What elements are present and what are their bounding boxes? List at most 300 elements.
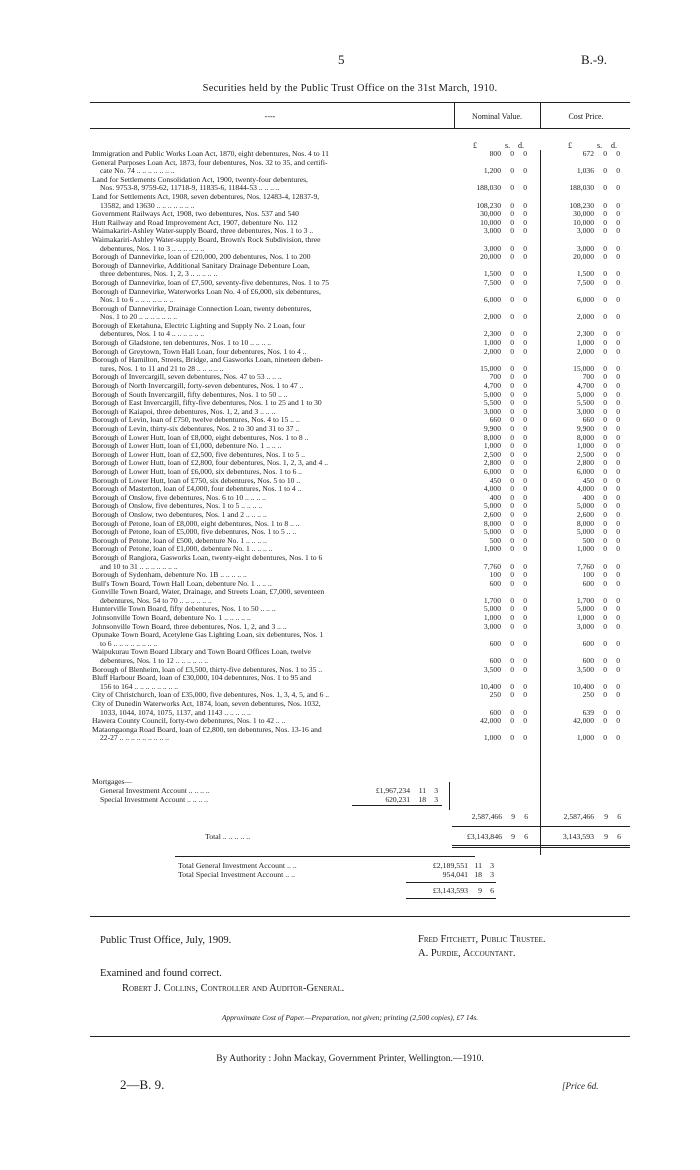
nominal-shillings: 0 [510, 466, 514, 476]
table-row [92, 571, 632, 580]
examined-note: Examined and found correct. [100, 968, 222, 979]
cost-pence: 0 [616, 621, 620, 631]
cost-shillings: 0 [603, 578, 607, 588]
mortgage-general-label: General Investment Account .. .. .. .. [100, 786, 210, 795]
table-row [92, 416, 632, 425]
cost-pence: 0 [616, 226, 620, 236]
cost-shillings: 0 [603, 690, 607, 700]
cost-pounds: 1,000 [576, 733, 594, 743]
cost-shillings: 0 [603, 501, 607, 511]
cost-shillings: 0 [603, 664, 607, 674]
security-description: debentures, Nos. 54 to 70 .. .. .. .. .. .. [100, 596, 212, 605]
special-account-pence: 3 [490, 870, 494, 879]
accounts-top-rule [175, 856, 475, 857]
security-description: City of Christchurch, loan of £35,000, five debentures, Nos. 1, 3, 4, 5, and 6 .. [92, 691, 330, 700]
cost-shillings: 0 [603, 570, 607, 580]
nominal-pounds: 1,000 [483, 733, 501, 743]
security-description: City of Dunedin Waterworks Act, 1874, loan, seven debentures, Nos. 1032, [92, 700, 321, 708]
nominal-shillings: 0 [510, 733, 514, 743]
security-description: Land for Settlements Act, 1908, seven debentures, Nos. 12483-4, 12837-9, [92, 192, 320, 201]
table-row [92, 451, 632, 460]
security-description: Borough of Hamilton, Streets, Bridge, and Gasworks Loan, nineteen deben- [92, 356, 323, 365]
nominal-pence: 0 [523, 475, 527, 485]
cost-pounds: 20,000 [573, 252, 594, 262]
cost-pounds: 600 [582, 638, 594, 648]
cost-pounds: 4,000 [576, 484, 594, 494]
general-account-shillings: 11 [474, 861, 482, 870]
nominal-pence: 0 [523, 269, 527, 279]
cost-pounds: 3,000 [576, 226, 594, 236]
table-row [92, 425, 632, 434]
cost-shillings: 0 [603, 561, 607, 571]
nominal-pence: 0 [523, 200, 527, 210]
cost-pence: 0 [616, 501, 620, 511]
nominal-pounds: 1,500 [483, 269, 501, 279]
cost-pounds: 8,000 [576, 518, 594, 528]
nominal-pounds: 3,000 [483, 243, 501, 253]
nominal-pence: 0 [523, 209, 527, 219]
cost-pence: 0 [616, 458, 620, 468]
cost-pounds: 4,700 [576, 381, 594, 391]
nominal-pounds: 660 [489, 415, 501, 425]
cost-pence: 0 [616, 561, 620, 571]
security-description: Bull's Town Board, Town Hall Loan, debenture No. 1 .. .. .. [92, 579, 272, 588]
nominal-pounds: 7,500 [483, 277, 501, 287]
table-row [92, 691, 632, 700]
accounts-sum-pence: 6 [490, 886, 494, 895]
cost-shillings: 0 [603, 424, 607, 433]
cost-pounds: 2,500 [576, 449, 594, 459]
cost-pounds: 639 [582, 707, 594, 717]
table-row [92, 322, 632, 339]
cost-pence: 0 [616, 656, 620, 666]
table-row [92, 434, 632, 443]
nominal-shillings: 0 [510, 449, 514, 459]
nominal-shillings: 0 [510, 209, 514, 219]
nominal-pence: 0 [523, 243, 527, 253]
currency-pence: d. [518, 141, 524, 150]
cost-pence: 0 [616, 595, 620, 605]
cost-shillings: 0 [603, 509, 607, 519]
cost-pounds: 100 [582, 570, 594, 580]
security-description: Gonville Town Board, Water, Drainage, and Streets Loan, £7,000, seventeen [92, 588, 325, 597]
cost-pounds: 450 [582, 475, 594, 485]
cost-pounds: 5,000 [576, 527, 594, 537]
security-description: Borough of North Invercargill, forty-seven debentures, Nos. 1 to 47 .. [92, 382, 304, 391]
header-left-dash: ---- [264, 112, 276, 121]
nominal-shillings: 0 [510, 535, 514, 545]
nominal-shillings: 0 [510, 690, 514, 700]
nominal-pence: 0 [523, 277, 527, 287]
securities-table [92, 150, 632, 743]
nominal-shillings: 0 [510, 492, 514, 502]
security-description: Borough of South Invercargill, fifty debentures, Nos. 1 to 50 .. .. [92, 390, 288, 399]
cost-shillings: 0 [603, 312, 607, 322]
nominal-shillings: 0 [510, 295, 514, 305]
cost-pence: 0 [616, 604, 620, 614]
nominal-pence: 0 [523, 295, 527, 305]
nominal-pence: 0 [523, 449, 527, 459]
security-description: 13582, and 13630 .. .. .. .. .. .. .. [100, 201, 195, 210]
security-description: debentures, Nos. 1 to 12 .. .. .. .. .. .. [100, 657, 208, 666]
nominal-shillings: 0 [510, 613, 514, 623]
mortgage-subtotal-cost-pence: 6 [617, 812, 621, 821]
table-row [92, 279, 632, 288]
nominal-pounds: 5,000 [483, 501, 501, 511]
security-description: Waimakariri-Ashley Water-supply Board, three debentures, Nos. 1 to 3 .. [92, 227, 314, 236]
cost-pence: 0 [616, 363, 620, 373]
cost-pounds: 672 [582, 149, 594, 158]
security-description: General Purposes Loan Act, 1873, four debentures, Nos. 32 to 35, and certifi- [92, 158, 328, 167]
cost-shillings: 0 [603, 200, 607, 210]
cost-shillings: 0 [603, 475, 607, 485]
nominal-shillings: 0 [510, 484, 514, 494]
cost-shillings: 0 [603, 466, 607, 476]
nominal-pounds: 10,400 [480, 681, 501, 691]
table-row [92, 502, 632, 511]
table-row [92, 391, 632, 400]
table-row [92, 408, 632, 417]
nominal-pounds: 42,000 [480, 716, 501, 726]
nominal-pence: 0 [523, 424, 527, 433]
mortgages-label: Mortgages— [92, 777, 133, 786]
nominal-pence: 0 [523, 338, 527, 348]
table-row [92, 520, 632, 529]
nominal-pence: 0 [523, 484, 527, 494]
nominal-pence: 0 [523, 183, 527, 193]
cost-pence: 0 [616, 406, 620, 416]
security-description: debentures, Nos. 1 to 3 .. .. .. .. .. .. [100, 244, 205, 253]
cost-pounds: 1,000 [576, 613, 594, 623]
cost-pence: 0 [616, 346, 620, 356]
general-account-pence: 3 [490, 861, 494, 870]
nominal-shillings: 0 [510, 312, 514, 322]
security-description: Nos. 1 to 6 .. .. .. .. .. .. .. [100, 296, 174, 305]
accountant-signature: A. Purdie, Accountant. [418, 948, 516, 959]
table-row [92, 339, 632, 348]
cost-pence: 0 [616, 578, 620, 588]
nominal-shillings: 0 [510, 217, 514, 227]
nominal-pounds: 100 [489, 570, 501, 580]
special-account-shillings: 18 [474, 870, 482, 879]
cost-pounds: 188,030 [569, 183, 594, 193]
security-description: Borough of Sydenham, debenture No. 1B .. .. .. .. .. [92, 571, 247, 580]
nominal-pence: 0 [523, 716, 527, 726]
nominal-shillings: 0 [510, 527, 514, 537]
nominal-shillings: 0 [510, 638, 514, 648]
nominal-pounds: 450 [489, 475, 501, 485]
security-description: Borough of Blenheim, loan of £3,500, thirty-five debentures, Nos. 1 to 35 .. [92, 665, 323, 674]
security-description: Borough of Masterton, loan of £4,000, four debentures, Nos. 1 to 4 .. [92, 485, 302, 494]
cost-pence: 0 [616, 441, 620, 451]
cost-pounds: 2,800 [576, 458, 594, 468]
nominal-pounds: 20,000 [480, 252, 501, 262]
nominal-pounds: 3,500 [483, 664, 501, 674]
cost-pence: 0 [616, 424, 620, 433]
cost-shillings: 0 [603, 389, 607, 399]
table-row [92, 219, 632, 228]
nominal-pence: 0 [523, 518, 527, 528]
currency-shilling: s. [505, 141, 511, 150]
cost-pounds: 1,000 [576, 441, 594, 451]
cost-shillings: 0 [603, 398, 607, 408]
cost-pence: 0 [616, 338, 620, 348]
nominal-pence: 0 [523, 226, 527, 236]
total-cost-pounds: 3,143,593 [562, 832, 594, 841]
nominal-shillings: 0 [510, 226, 514, 236]
cost-pounds: 2,300 [576, 329, 594, 339]
cost-pence: 0 [616, 243, 620, 253]
cost-pence: 0 [616, 389, 620, 399]
mortgage-sum-rule [352, 805, 442, 806]
security-description: Hutt Railway and Road Improvement Act, 1907, debenture No. 112 [92, 218, 298, 227]
security-description: Borough of Dannevirke, loan of £7,500, seventy-five debentures, Nos. 1 to 75 [92, 278, 330, 287]
nominal-pounds: 250 [489, 690, 501, 700]
header-nominal-value: Nominal Value. [471, 112, 523, 121]
mortgage-special-label: Special Investment Account .. .. .. .. [100, 795, 208, 804]
table-row [92, 399, 632, 408]
security-description: Borough of Dannevirke, Waterworks Loan No. 4 of £6,000, six debentures, [92, 287, 321, 296]
security-description: three debentures, Nos. 1, 2, 3 .. .. .. .. .. [100, 270, 218, 279]
mortgage-bracket [449, 782, 450, 810]
cost-shillings: 0 [603, 149, 607, 158]
table-row [92, 210, 632, 219]
table-row [92, 648, 632, 665]
nominal-shillings: 0 [510, 509, 514, 519]
public-trustee-signature: Fred Fitchett, Public Trustee. [418, 934, 546, 945]
nominal-shillings: 0 [510, 406, 514, 416]
nominal-pence: 0 [523, 613, 527, 623]
nominal-shillings: 0 [510, 656, 514, 666]
table-row [92, 356, 632, 373]
cost-shillings: 0 [603, 604, 607, 614]
nominal-pounds: 3,000 [483, 226, 501, 236]
nominal-pounds: 7,760 [483, 561, 501, 571]
nominal-shillings: 0 [510, 518, 514, 528]
nominal-pence: 0 [523, 604, 527, 614]
table-row [92, 623, 632, 632]
paper-cost-note: Approximate Cost of Paper.—Preparation, not given; printing (2,500 copies), £7 14s. [221, 1013, 479, 1022]
cost-shillings: 0 [603, 217, 607, 227]
nominal-pence: 0 [523, 346, 527, 356]
total-nominal-shillings: 9 [511, 832, 515, 841]
security-description: Borough of Lower Hutt, loan of £2,500, five debentures, Nos. 1 to 5 .. [92, 450, 306, 459]
security-description: Borough of Kaiapoi, three debentures, Nos. 1, 2, and 3 .. .. .. [92, 407, 276, 416]
nominal-pence: 0 [523, 707, 527, 717]
table-row [92, 537, 632, 546]
table-row [92, 588, 632, 605]
cost-pounds: 42,000 [573, 716, 594, 726]
nominal-shillings: 0 [510, 621, 514, 631]
table-row [92, 545, 632, 554]
total-nominal-pounds: £3,143,846 [466, 832, 502, 841]
nominal-pence: 0 [523, 621, 527, 631]
cost-pence: 0 [616, 613, 620, 623]
accounts-sum-bottom-rule [406, 898, 496, 899]
general-account-label: Total General Investment Account .. .. [178, 861, 297, 870]
cost-shillings: 0 [603, 277, 607, 287]
cost-shillings: 0 [603, 535, 607, 545]
cost-pence: 0 [616, 415, 620, 425]
cost-shillings: 0 [603, 707, 607, 717]
total-cost-shillings: 9 [604, 832, 608, 841]
table-row [92, 717, 632, 726]
cost-shillings: 0 [603, 613, 607, 623]
cost-pounds: 9,900 [576, 424, 594, 433]
nominal-pounds: 2,300 [483, 329, 501, 339]
cost-pounds: 10,000 [573, 217, 594, 227]
accounts-sum-rule [406, 882, 496, 883]
cost-shillings: 0 [603, 226, 607, 236]
nominal-pence: 0 [523, 638, 527, 648]
nominal-pounds: 1,000 [483, 613, 501, 623]
nominal-pence: 0 [523, 381, 527, 391]
mortgage-general-pence: 3 [434, 786, 438, 795]
header-bottom-rule [90, 128, 630, 129]
nominal-shillings: 0 [510, 389, 514, 399]
security-description: Borough of Lower Hutt, loan of £8,000, eight debentures, Nos. 1 to 8 .. [92, 433, 309, 442]
nominal-shillings: 0 [510, 200, 514, 210]
table-row [92, 150, 632, 159]
cost-shillings: 0 [603, 656, 607, 666]
nominal-pence: 0 [523, 578, 527, 588]
mortgage-general-pounds: £1,967,234 [375, 786, 410, 795]
nominal-shillings: 0 [510, 544, 514, 554]
nominal-pence: 0 [523, 681, 527, 691]
cost-pence: 0 [616, 329, 620, 339]
nominal-pence: 0 [523, 329, 527, 339]
nominal-pounds: 30,000 [480, 209, 501, 219]
nominal-shillings: 0 [510, 329, 514, 339]
cost-pounds: 108,230 [569, 200, 594, 210]
table-row [92, 700, 632, 717]
table-row [92, 631, 632, 648]
security-description: Borough of Dannevirke, Drainage Connection Loan, twenty debentures, [92, 304, 312, 313]
nominal-pounds: 15,000 [480, 363, 501, 373]
table-row [92, 193, 632, 210]
cost-pence: 0 [616, 475, 620, 485]
nominal-pence: 0 [523, 363, 527, 373]
cost-pounds: 15,000 [573, 363, 594, 373]
nominal-shillings: 0 [510, 183, 514, 193]
cost-shillings: 0 [603, 441, 607, 451]
nominal-pounds: 5,000 [483, 604, 501, 614]
nominal-shillings: 0 [510, 252, 514, 262]
nominal-pounds: 400 [489, 492, 501, 502]
cost-shillings: 0 [603, 544, 607, 554]
cost-shillings: 0 [603, 458, 607, 468]
nominal-pence: 0 [523, 441, 527, 451]
nominal-pence: 0 [523, 217, 527, 227]
cost-pence: 0 [616, 570, 620, 580]
security-description: Waimakariri-Ashley Water-supply Board, Brown's Rock Subdivision, three [92, 235, 321, 244]
cost-pounds: 1,000 [576, 338, 594, 348]
nominal-pence: 0 [523, 690, 527, 700]
cost-pence: 0 [616, 209, 620, 219]
cost-pence: 0 [616, 432, 620, 442]
security-description: Borough of Eketahuna, Electric Lighting and Supply No. 2 Loan, four [92, 321, 306, 330]
mortgage-subtotal-nominal-pence: 6 [524, 812, 528, 821]
section-divider [90, 916, 630, 917]
security-description: Borough of Petone, loan of £5,000, five debentures, Nos. 1 to 5 .. .. [92, 528, 297, 537]
header-top-rule [90, 102, 630, 103]
cost-pence: 0 [616, 707, 620, 717]
security-description: Borough of Dannevirke, loan of £20,000, 200 debentures, Nos. 1 to 200 [92, 253, 311, 262]
nominal-pounds: 6,000 [483, 295, 501, 305]
nominal-shillings: 0 [510, 415, 514, 425]
nominal-pence: 0 [523, 733, 527, 743]
total-top-rule [452, 826, 630, 827]
nominal-shillings: 0 [510, 595, 514, 605]
table-row [92, 726, 632, 743]
security-description: 1033, 1044, 1074, 1075, 1137, and 1143 .. .. .. .. .. [100, 708, 251, 717]
cost-pence: 0 [616, 492, 620, 502]
nominal-pounds: 6,000 [483, 466, 501, 476]
security-description: Borough of Petone, loan of £1,000, debenture No. 1 .. .. .. .. [92, 545, 273, 554]
cost-shillings: 0 [603, 295, 607, 305]
signature-mark: 2—B. 9. [120, 1077, 165, 1092]
nominal-shillings: 0 [510, 277, 514, 287]
cost-shillings: 0 [603, 484, 607, 494]
nominal-pounds: 700 [489, 372, 501, 382]
cost-pounds: 7,760 [576, 561, 594, 571]
nominal-pence: 0 [523, 252, 527, 262]
nominal-pence: 0 [523, 664, 527, 674]
auditor-signature: Robert J. Collins, Controller and Auditor-General. [122, 983, 345, 994]
nominal-shillings: 0 [510, 458, 514, 468]
total-nominal-pence: 6 [524, 832, 528, 841]
nominal-pounds: 5,000 [483, 527, 501, 537]
nominal-shillings: 0 [510, 381, 514, 391]
cost-shillings: 0 [603, 518, 607, 528]
table-row [92, 253, 632, 262]
cost-pounds: 10,400 [573, 681, 594, 691]
nominal-pence: 0 [523, 544, 527, 554]
security-description: tures, Nos. 1 to 11 and 21 to 28 .. .. .. .. .. [100, 364, 224, 373]
cost-pence: 0 [616, 544, 620, 554]
table-row [92, 614, 632, 623]
nominal-pounds: 1,700 [483, 595, 501, 605]
nominal-shillings: 0 [510, 475, 514, 485]
nominal-shillings: 0 [510, 707, 514, 717]
table-title: Securities held by the Public Trust Office on the 31st March, 1910. [202, 83, 498, 94]
security-description: cate No. 74 .. .. .. .. .. .. .. [100, 167, 175, 176]
nominal-pounds: 2,500 [483, 449, 501, 459]
security-description: Waipukurau Town Board Library and Town Board Offices Loan, twelve [92, 648, 311, 657]
nominal-shillings: 0 [510, 664, 514, 674]
cost-pounds: 2,000 [576, 346, 594, 356]
cost-shillings: 0 [603, 432, 607, 442]
nominal-shillings: 0 [510, 398, 514, 408]
office-date: Public Trust Office, July, 1909. [100, 935, 232, 946]
cost-pounds: 3,000 [576, 243, 594, 253]
security-description: 156 to 164 .. .. .. .. .. .. .. .. [100, 682, 179, 691]
cost-pence: 0 [616, 466, 620, 476]
table-row [92, 494, 632, 503]
cost-shillings: 0 [603, 346, 607, 356]
cost-shillings: 0 [603, 381, 607, 391]
cost-shillings: 0 [603, 243, 607, 253]
header-cost-price: Cost Price. [568, 112, 604, 121]
cost-shillings: 0 [603, 252, 607, 262]
cost-shillings: 0 [603, 363, 607, 373]
nominal-shillings: 0 [510, 166, 514, 176]
nominal-pence: 0 [523, 389, 527, 399]
currency-pence-2: d. [611, 141, 617, 150]
nominal-shillings: 0 [510, 338, 514, 348]
currency-pound-2: £ [568, 141, 572, 150]
cost-shillings: 0 [603, 492, 607, 502]
